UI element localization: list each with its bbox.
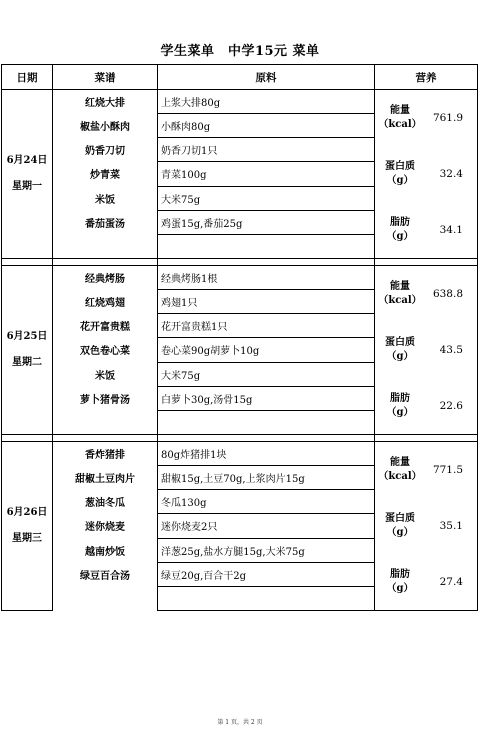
ingredient-cell: 80g炸猪排1块 — [158, 442, 375, 466]
dish-name: 香炸猪排 — [53, 442, 158, 466]
ingredient-cell: 绿豆20g,百合干2g — [158, 562, 375, 586]
fat-unit: （g） — [386, 231, 414, 242]
ingredient-cell: 甜椒15g,土豆70g,上浆肉片15g — [158, 466, 375, 490]
ingredient-cell: 上浆大排80g — [158, 90, 375, 114]
energy-unit: （kcal） — [378, 471, 422, 482]
date-cell — [2, 90, 53, 259]
fat-label-text: 脂肪 — [390, 217, 410, 228]
menu-row — [2, 90, 478, 114]
header-row — [2, 65, 478, 90]
dish-name: 迷你烧麦 — [53, 514, 158, 538]
ingredient-cell — [158, 410, 375, 434]
header-date: 日期 — [2, 65, 53, 90]
protein-label — [375, 512, 423, 540]
dish-name: 奶香刀切 — [53, 138, 158, 162]
energy-label-text: 能量 — [390, 457, 410, 468]
day-separator — [2, 435, 478, 442]
protein-value: 35.1 — [439, 520, 463, 532]
day-weekday: 星期一 — [12, 181, 42, 192]
dish-name: 米饭 — [53, 362, 158, 386]
energy-value: 771.5 — [432, 464, 463, 476]
day-date: 6月25日 — [6, 331, 48, 342]
separator-cell — [375, 259, 478, 266]
fat-label — [375, 392, 423, 420]
fat-label — [375, 216, 423, 244]
fat-value: 22.6 — [439, 400, 463, 412]
header-ingredients: 原料 — [158, 65, 375, 90]
dish-name: 米饭 — [53, 186, 158, 210]
separator-cell — [158, 435, 375, 442]
date-cell — [2, 442, 53, 611]
fat-row — [375, 378, 477, 434]
energy-unit: （kcal） — [378, 119, 422, 130]
energy-label — [375, 104, 423, 132]
protein-row — [375, 146, 477, 202]
header-recipe: 菜谱 — [53, 65, 158, 90]
energy-value: 761.9 — [432, 112, 463, 124]
ingredient-cell: 鸡翅1只 — [158, 290, 375, 314]
protein-row — [375, 322, 477, 378]
dish-name: 绿豆百合汤 — [53, 562, 158, 586]
energy-row — [375, 90, 477, 146]
ingredient-cell: 大米75g — [158, 362, 375, 386]
separator-cell — [158, 259, 375, 266]
dish-name: 红烧大排 — [53, 90, 158, 114]
ingredient-cell: 洋葱25g,盐水方腿15g,大米75g — [158, 538, 375, 562]
energy-label-text: 能量 — [390, 105, 410, 116]
fat-unit: （g） — [386, 583, 414, 594]
day-date: 6月26日 — [6, 507, 48, 518]
day-date: 6月24日 — [6, 155, 48, 166]
protein-label — [375, 160, 423, 188]
energy-label — [375, 280, 423, 308]
ingredient-cell: 大米75g — [158, 186, 375, 210]
ingredient-cell: 卷心菜90g胡萝卜10g — [158, 338, 375, 362]
protein-unit: （g） — [386, 527, 414, 538]
fat-row — [375, 554, 477, 610]
dish-name: 越南炒饭 — [53, 538, 158, 562]
ingredient-cell: 迷你烧麦2只 — [158, 514, 375, 538]
ingredient-cell: 花开富贵糕1只 — [158, 314, 375, 338]
fat-label-text: 脂肪 — [390, 393, 410, 404]
separator-cell — [53, 435, 158, 442]
ingredient-cell — [158, 586, 375, 610]
menu-table — [1, 64, 478, 611]
separator-cell — [53, 259, 158, 266]
ingredient-cell: 青菜100g — [158, 162, 375, 186]
ingredient-cell: 鸡蛋15g,番茄25g — [158, 210, 375, 234]
dish-name: 红烧鸡翅 — [53, 290, 158, 314]
dish-name: 椒盐小酥肉 — [53, 114, 158, 138]
page-title: 学生菜单 中学15元 菜单 — [160, 44, 320, 59]
energy-label-text: 能量 — [390, 281, 410, 292]
protein-row — [375, 498, 477, 554]
dish-name: 甜椒土豆肉片 — [53, 466, 158, 490]
ingredient-cell: 奶香刀切1只 — [158, 138, 375, 162]
dish-name: 炒青菜 — [53, 162, 158, 186]
menu-row — [2, 266, 478, 290]
energy-row — [375, 442, 477, 498]
separator-cell — [2, 259, 53, 266]
dish-name: 萝卜猪骨汤 — [53, 386, 158, 410]
fat-label-text: 脂肪 — [390, 569, 410, 580]
fat-row — [375, 202, 477, 258]
energy-label — [375, 456, 423, 484]
nutrition-cell — [375, 442, 478, 611]
protein-label-text: 蛋白质 — [385, 513, 415, 524]
dish-name — [53, 234, 158, 258]
ingredient-cell — [158, 234, 375, 258]
fat-unit: （g） — [386, 407, 414, 418]
separator-cell — [375, 435, 478, 442]
dish-name: 双色卷心菜 — [53, 338, 158, 362]
ingredient-cell: 白萝卜30g,汤骨15g — [158, 386, 375, 410]
ingredient-cell: 冬瓜130g — [158, 490, 375, 514]
protein-label-text: 蛋白质 — [385, 161, 415, 172]
day-separator — [2, 259, 478, 266]
nutrition-cell — [375, 266, 478, 435]
fat-value: 27.4 — [439, 576, 463, 588]
dish-name: 花开富贵糕 — [53, 314, 158, 338]
energy-value: 638.8 — [432, 288, 463, 300]
dish-name: 葱油冬瓜 — [53, 490, 158, 514]
protein-unit: （g） — [386, 351, 414, 362]
protein-value: 32.4 — [439, 168, 463, 180]
separator-cell — [2, 435, 53, 442]
protein-label-text: 蛋白质 — [385, 337, 415, 348]
header-nutrition: 营养 — [375, 65, 478, 90]
dish-name: 番茄蛋汤 — [53, 210, 158, 234]
dish-name — [53, 410, 158, 434]
date-cell — [2, 266, 53, 435]
nutrition-cell — [375, 90, 478, 259]
protein-value: 43.5 — [439, 344, 463, 356]
day-weekday: 星期三 — [12, 533, 42, 544]
dish-name: 经典烤肠 — [53, 266, 158, 290]
ingredient-cell: 经典烤肠1根 — [158, 266, 375, 290]
protein-unit: （g） — [386, 175, 414, 186]
energy-row — [375, 266, 477, 322]
day-weekday: 星期二 — [12, 357, 42, 368]
dish-name — [53, 586, 158, 610]
energy-unit: （kcal） — [378, 295, 422, 306]
fat-value: 34.1 — [439, 224, 463, 236]
page-footer: 第 1 页，共 2 页 — [217, 719, 263, 726]
ingredient-cell: 小酥肉80g — [158, 114, 375, 138]
protein-label — [375, 336, 423, 364]
fat-label — [375, 568, 423, 596]
menu-row — [2, 442, 478, 466]
